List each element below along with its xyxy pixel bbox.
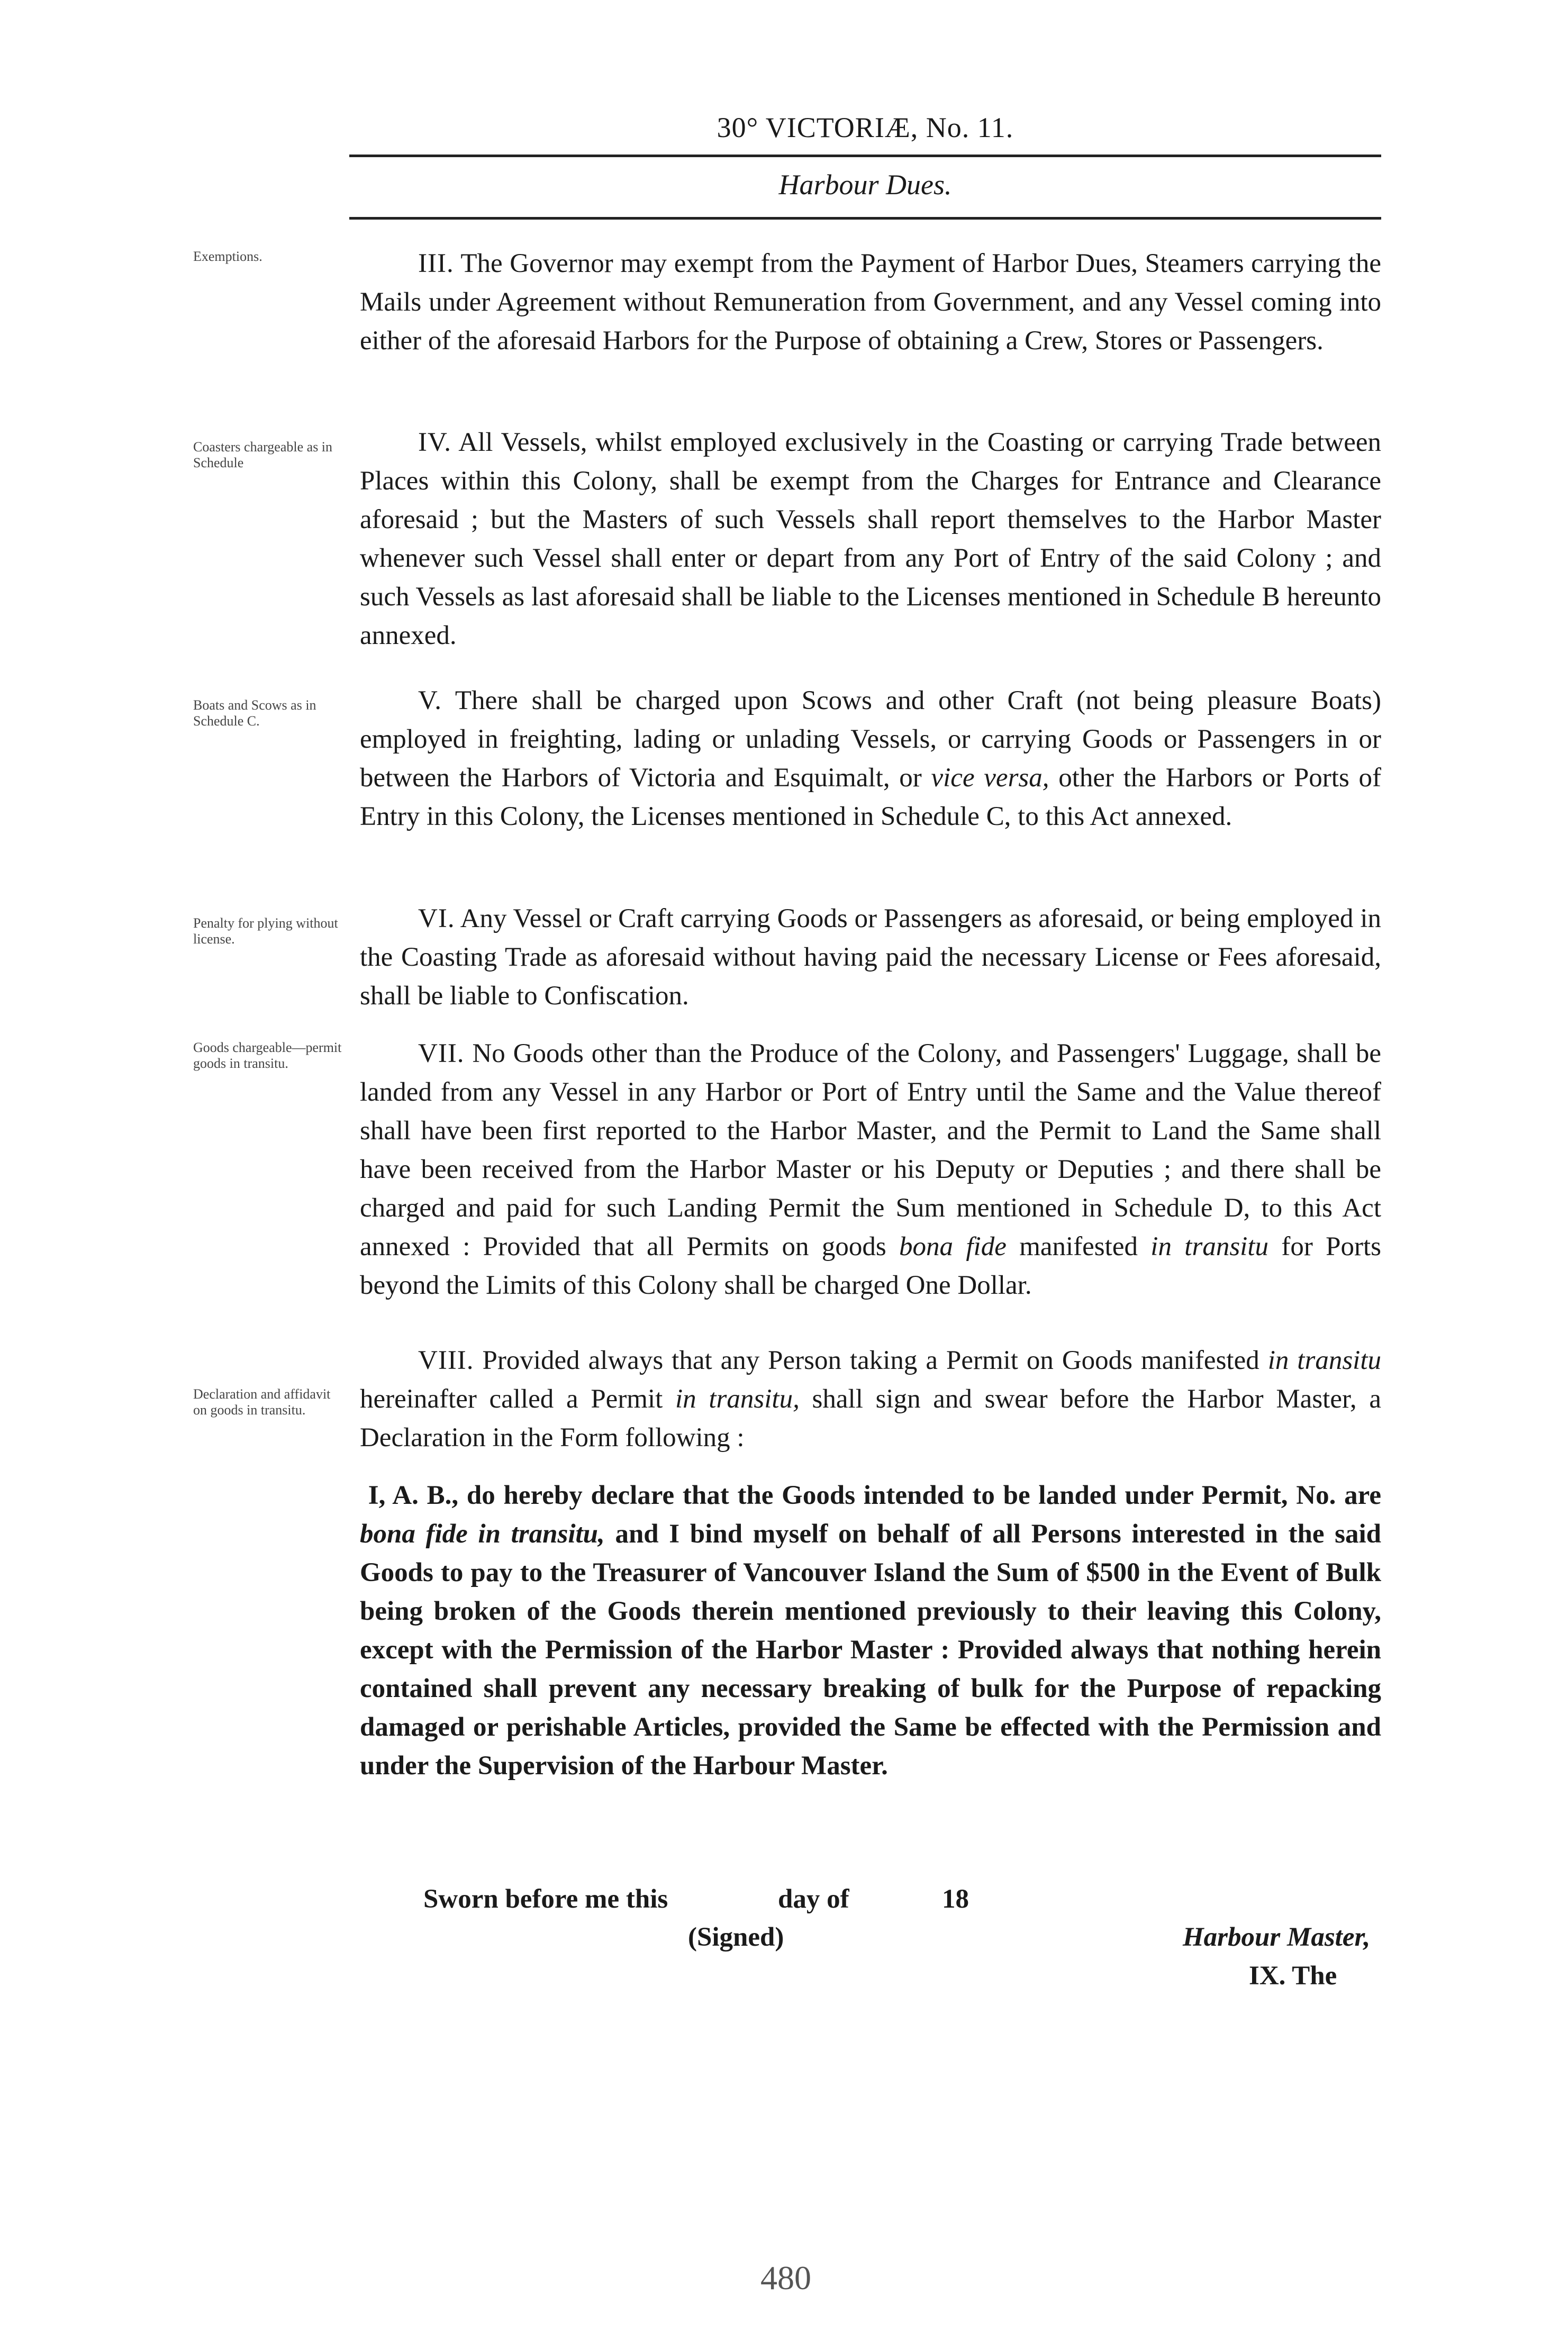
section-viii (360, 1341, 1381, 1457)
section-number: IV. (418, 428, 451, 457)
section-v (360, 682, 1381, 836)
section-italic-2: in transitu, (675, 1384, 800, 1414)
declaration-text-2: and I bind myself on behalf of all Persons interested in the said Goods to pay to the Treasurer of Vancouver Island the Sum of $500 in the Event of Bulk being broken of the Goods therein mentioned previously to their leaving this Colony, except with the Permission of the Harbor Master : Provided always that nothing herein contained shall prevent any necessary breaking of bulk for the Purpose of repacking damaged or perishable Articles, provided the Same be effected with the Permission and under the Supervision of the Harbour Master. (360, 1519, 1381, 1781)
section-text: There shall be charged upon Scows and other Craft (not being pleasure Boats) employed in freighting, lading or unlading Vessels, or carrying Goods or Passengers in or between the Harbors of Victoria and Esquimalt, or (360, 686, 1381, 793)
section-text-after: for Ports beyond the Limits of this Colony shall be charged One Dollar. (360, 1232, 1382, 1300)
section-text: Provided always that any Person taking a Permit on Goods manifested (482, 1346, 1259, 1375)
margin-note-goods: Goods chargeable—permit goods in transitu. (193, 1040, 342, 1071)
margin-note-boats-scows: Boats and Scows as in Schedule C. (193, 697, 316, 729)
declaration-italic: bona fide in transitu, (360, 1519, 605, 1549)
section-number: III. (418, 249, 454, 278)
section-iv (360, 423, 1381, 655)
margin-note-exemptions: Exemptions. (193, 249, 262, 264)
section-text-after: shall sign and swear before the Harbor Master, a Declaration in the Form following : (360, 1384, 1381, 1453)
section-text: Any Vessel or Craft carrying Goods or Passengers as aforesaid, or being employed in the Coasting Trade as aforesaid without having paid the necessary License or Fees aforesaid, shall be liable to Confiscation. (360, 904, 1381, 1011)
day-of-label: day of (778, 1884, 849, 1914)
margin-note-coasters: Coasters chargeable as in Schedule (193, 439, 333, 470)
section-vii (360, 1035, 1381, 1305)
section-number: VII. (418, 1039, 465, 1068)
header-rule-top (349, 155, 1381, 157)
declaration-form (360, 1476, 1381, 1785)
section-number: VI. (418, 904, 455, 933)
signed-label: (Signed) (688, 1922, 784, 1952)
margin-note-declaration: Declaration and affidavit on goods in transitu. (193, 1386, 331, 1418)
section-text: No Goods other than the Produce of the Colony, and Passengers' Luggage, shall be landed from any Vessel in any Harbor or Port of Entry until the Same and the Value thereof shall have been first reported to the Harbor Master, and the Permit to Land the Same shall have been received from the Harbor Master or his Deputy or Deputies ; and there shall be charged and paid for such Landing Permit the Sum mentioned in Schedule D, to this Act annexed : Provided that all Permits on goods (360, 1039, 1381, 1262)
section-text: The Governor may exempt from the Payment of Harbor Dues, Steamers carrying the Mails under Agreement without Remuneration from Government, and any Vessel coming into either of the aforesaid Harbors for the Purpose of obtaining a Crew, Stores or Passengers. (360, 249, 1381, 356)
section-italic: in transitu (1267, 1346, 1382, 1375)
section-number: V. (418, 686, 442, 715)
section-iii (360, 244, 1381, 360)
sworn-text: Sworn before me this (423, 1884, 668, 1914)
running-head: 30° VICTORIÆ, No. 11. (717, 112, 1014, 143)
section-vi (360, 900, 1381, 1015)
section-text: All Vessels, whilst employed exclusively in the Coasting or carrying Trade between Places within this Colony, shall be exempt from the Charges for Entrance and Clearance aforesaid ; but the Masters of such Vessels shall report themselves to the Harbor Master whenever such Vessel shall enter or depart from any Port of Entry of the said Colony ; and such Vessels as last aforesaid shall be liable to the Licenses mentioned in Schedule B hereunto annexed. (360, 428, 1382, 650)
section-text-mid: manifested (1019, 1232, 1138, 1262)
page-number: 480 (760, 2259, 811, 2297)
sworn-line (423, 1884, 668, 1914)
declaration-text: I, A. B., do hereby declare that the Goods intended to be landed under Permit, No. are (368, 1481, 1381, 1510)
header-rule-bottom (349, 217, 1381, 220)
harbour-master-signature-label: Harbour Master, (1183, 1922, 1371, 1952)
section-number: VIII. (418, 1346, 474, 1375)
year-label: 18 (942, 1884, 969, 1914)
section-italic: vice versa, (931, 763, 1049, 793)
section-italic-2: in transitu (1150, 1232, 1269, 1262)
section-italic: bona fide (899, 1232, 1007, 1262)
section-text-after: other the Harbors or Ports of Entry in this Colony, the Licenses mentioned in Schedule C, to this Act annexed. (360, 763, 1382, 831)
subhead: Harbour Dues. (778, 169, 952, 201)
catchword: IX. The (1249, 1961, 1337, 1991)
margin-note-penalty: Penalty for plying without license. (193, 915, 338, 947)
section-text-mid: hereinafter called a Permit (360, 1384, 663, 1414)
